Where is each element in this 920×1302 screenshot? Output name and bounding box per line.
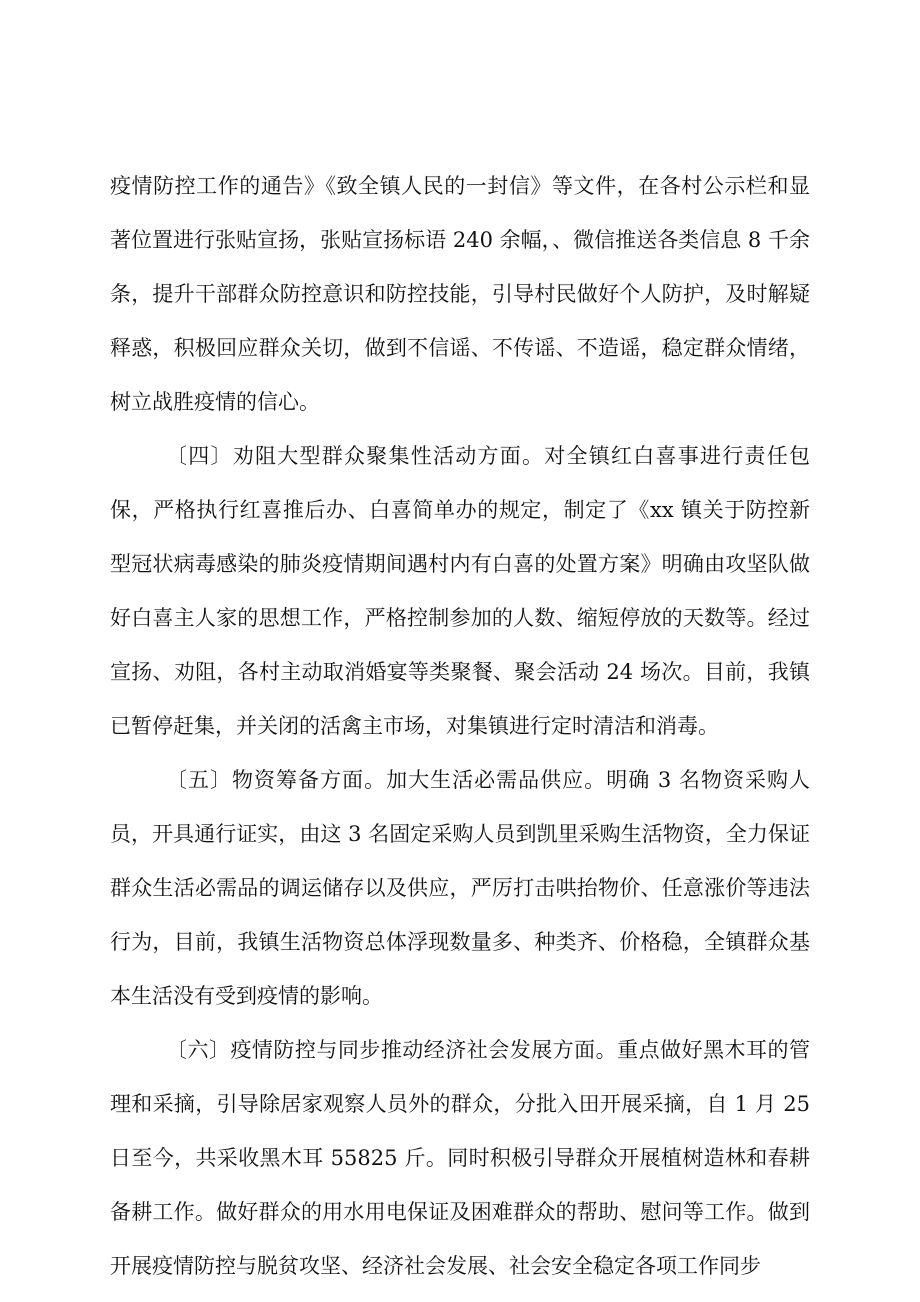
document-body (110, 159, 810, 1293)
paragraph-publicity: 疫情防控工作的通告》《致全镇人民的一封信》等文件，在各村公示栏和显著位置进行张贴宣扬，张贴宣扬标语 240 余幅，、微信推送各类信息 8 千余条，提升干部群众防控意识和防控技能，引导村民做好个人防护，及时解疑释惑，积极回应群众关切，做到不信谣、不传谣、不造谣，稳定群众情绪，树立战胜疫情的信心。 (110, 174, 810, 414)
paragraph-economic-development: 〔六〕疫情防控与同步推动经济社会发展方面。重点做好黑木耳的管理和采摘，引导除居家观察人员外的群众，分批入田开展采摘，自 1 月 25 日至今，共采收黑木耳 55825 斤。同时积极引导群众开展植树造林和春耕备耕工作。做好群众的用水用电保证及困难群众的帮助、慰问等工作。做到开展疫情防控与脱贫攻坚、经济社会发展、社会安全稳定各项工作同步 (110, 1038, 810, 1278)
paragraph-gathering-control: 〔四〕劝阻大型群众聚集性活动方面。对全镇红白喜事进行责任包保，严格执行红喜推后办、白喜简单办的规定，制定了《xx 镇关于防控新型冠状病毒感染的肺炎疫情期间遇村内有白喜的处置方案》明确由攻坚队做好白喜主人家的思想工作，严格控制参加的人数、缩短停放的天数等。经过宣扬、劝阻，各村主动取消婚宴等类聚餐、聚会活动 24 场次。目前，我镇已暂停赶集，并关闭的活禽主市场，对集镇进行定时清洁和消毒。 (110, 444, 810, 738)
paragraph-supplies: 〔五〕物资筹备方面。加大生活必需品供应。明确 3 名物资采购人员，开具通行证实，由这 3 名固定采购人员到凯里采购生活物资，全力保证群众生活必需品的调运储存以及供应，严厉打击哄抬物价、任意涨价等违法行为，目前，我镇生活物资总体浮现数量多、种类齐、价格稳，全镇群众基本生活没有受到疫情的影响。 (110, 768, 810, 1008)
